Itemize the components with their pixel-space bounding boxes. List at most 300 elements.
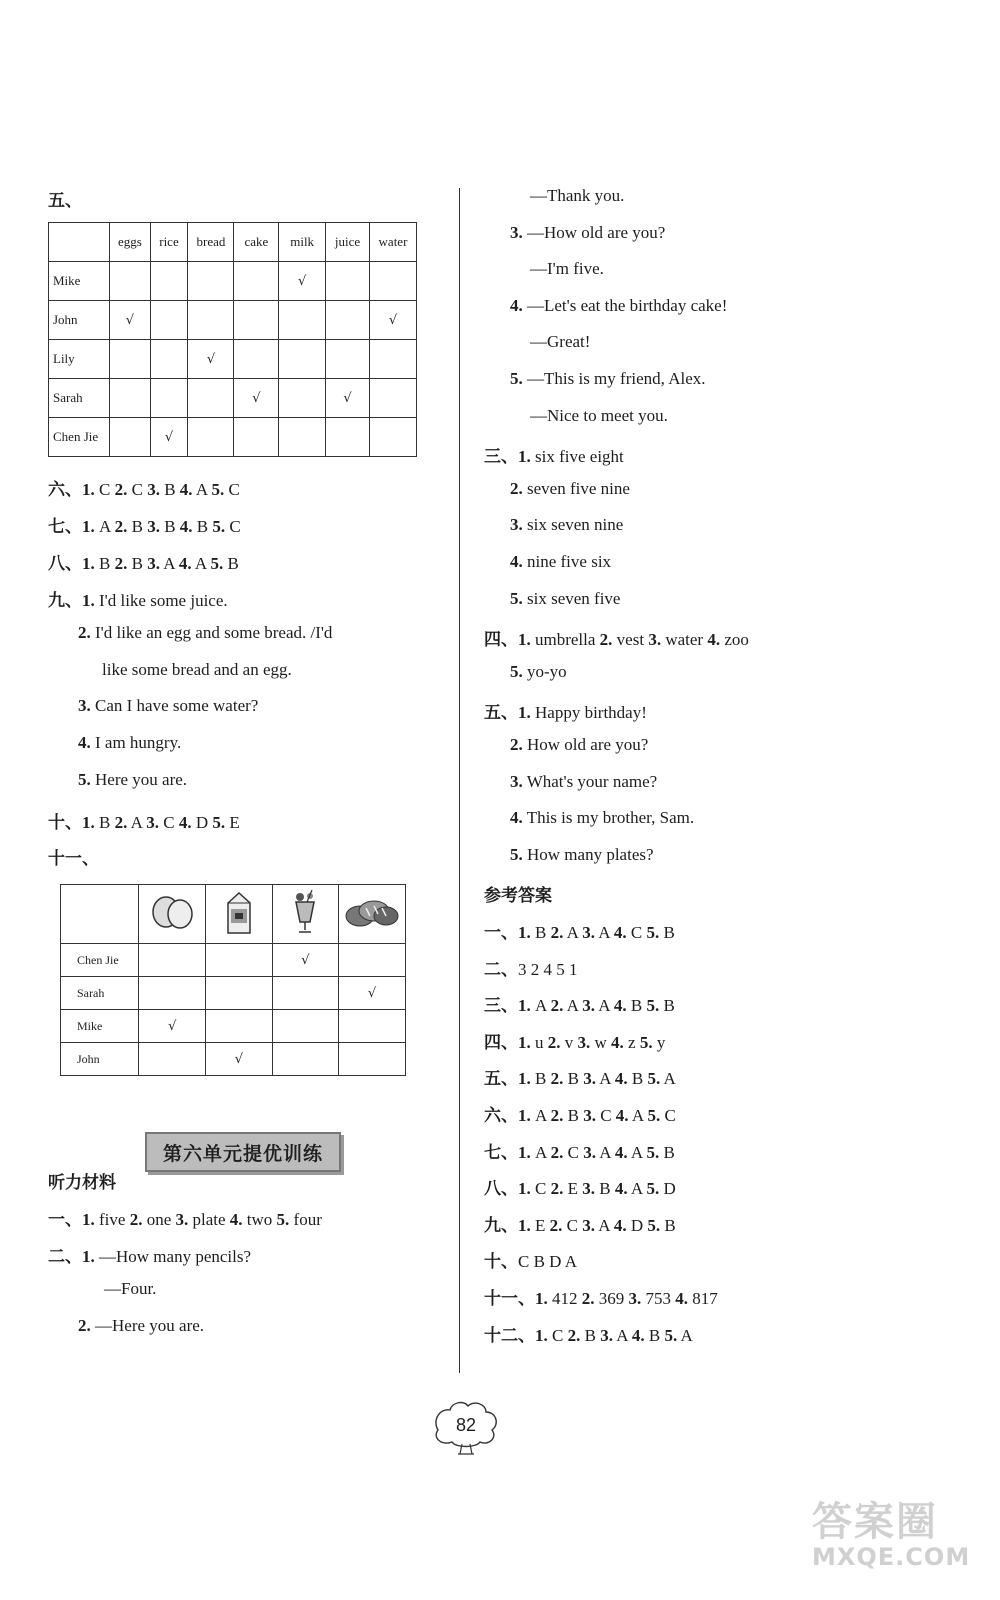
item-number: 2.	[550, 1106, 564, 1125]
empty-cell	[339, 1010, 406, 1043]
table-row	[61, 1043, 406, 1076]
empty-cell	[326, 301, 370, 340]
section-label: 十、	[484, 1252, 518, 1272]
answer-text: two	[242, 1210, 277, 1229]
item-number: 2.	[550, 996, 564, 1016]
answer-text: —Let's eat the birthday cake!	[522, 295, 728, 315]
answer-text: —This is my friend, Alex.	[522, 369, 706, 388]
answer-line	[484, 1064, 676, 1089]
table-row	[61, 1010, 406, 1043]
answer-text: B	[94, 813, 115, 832]
empty-cell	[234, 340, 279, 379]
empty-cell	[188, 379, 234, 418]
check-mark-cell: √	[272, 944, 338, 977]
answer-text: A	[595, 1142, 615, 1162]
answer-line	[484, 1174, 676, 1199]
answer-text: yo-yo	[522, 661, 567, 681]
section-label: 二、	[484, 959, 518, 979]
item-number: 4.	[613, 1215, 627, 1235]
answer-text: A	[192, 480, 212, 499]
answer-text: A	[127, 813, 147, 832]
item-number: 4.	[614, 1069, 628, 1089]
answer-text: one	[142, 1210, 176, 1229]
answer-line	[104, 1279, 156, 1299]
item-number: 2.	[510, 478, 523, 498]
empty-cell	[188, 418, 234, 457]
answer-text: w	[590, 1032, 612, 1052]
answer-text: A	[612, 1325, 632, 1345]
empty-cell	[369, 418, 416, 457]
section-eleven-heading: 十一、	[48, 849, 99, 869]
juice-glass-icon	[272, 885, 338, 944]
answer-line	[484, 442, 624, 467]
section-label: 四、	[484, 1032, 518, 1052]
answer-text: 817	[688, 1289, 718, 1308]
item-number: 3.	[600, 1325, 613, 1345]
answer-text: B	[580, 1325, 601, 1345]
answer-text: A	[660, 1069, 676, 1089]
listening-material-heading: 听力材料	[48, 1173, 116, 1193]
answer-text: D	[191, 813, 213, 832]
answer-text: B	[159, 480, 180, 499]
item-number: 3.	[583, 1142, 596, 1162]
answer-line	[510, 845, 654, 865]
empty-cell	[110, 262, 150, 301]
answer-text: —Nice to meet you.	[530, 405, 668, 425]
item-number: 1.	[82, 1247, 95, 1266]
food-preference-table	[48, 222, 417, 457]
answer-line	[510, 662, 567, 682]
item-number: 1.	[518, 630, 531, 650]
answer-line	[48, 1205, 322, 1230]
answer-text: nine five six	[522, 552, 612, 571]
answer-text: B	[659, 923, 675, 942]
table-header-cell: bread	[188, 223, 234, 262]
item-number: 3.	[628, 1289, 642, 1308]
item-number: 2.	[114, 480, 128, 499]
empty-cell	[188, 262, 234, 301]
answer-text: B	[127, 516, 148, 536]
answer-line	[48, 1242, 251, 1267]
empty-cell	[279, 340, 326, 379]
answer-line	[48, 808, 240, 833]
item-number: 5.	[276, 1210, 290, 1229]
table-header-cell: rice	[150, 223, 188, 262]
answer-line	[48, 549, 239, 574]
answer-line	[78, 770, 187, 790]
answer-line	[484, 1101, 676, 1126]
answer-text: umbrella	[530, 630, 600, 650]
answer-text: B	[127, 553, 148, 573]
item-number: 2.	[547, 1032, 561, 1052]
empty-cell	[326, 340, 370, 379]
answer-text: seven five nine	[522, 478, 630, 498]
answer-text: Can I have some water?	[90, 696, 259, 716]
empty-header-cell	[61, 885, 139, 944]
answer-line	[510, 735, 648, 755]
watermark-url: MXQE.COM	[812, 1543, 971, 1571]
section-label: 五、	[484, 1069, 518, 1089]
row-name-cell: Mike	[61, 1010, 139, 1043]
answer-line	[78, 733, 181, 753]
dialogue-line	[510, 223, 665, 243]
empty-cell	[139, 944, 206, 977]
answer-text: six five eight	[530, 447, 624, 467]
item-number: 5.	[646, 1179, 660, 1199]
empty-cell	[206, 977, 273, 1010]
answer-text: six seven nine	[522, 515, 624, 535]
item-number: 1.	[82, 591, 95, 610]
item-number: 3.	[582, 996, 595, 1016]
item-number: 5.	[510, 369, 523, 388]
item-number: 4.	[611, 1032, 624, 1052]
item-number: 4.	[179, 480, 193, 499]
item-number: 5.	[510, 844, 523, 864]
item-number: 3.	[78, 696, 91, 716]
item-number: 4.	[615, 1106, 629, 1125]
answer-line	[510, 552, 611, 572]
section-label: 一、	[48, 1210, 82, 1229]
reference-answers-heading: 参考答案	[484, 886, 552, 907]
empty-cell	[369, 340, 416, 379]
answer-text: A	[563, 996, 583, 1016]
empty-cell	[234, 418, 279, 457]
answer-text: four	[289, 1210, 322, 1229]
table-header-cell: water	[369, 223, 416, 262]
answer-line	[78, 1316, 204, 1336]
answer-text: I am hungry.	[90, 733, 182, 753]
answer-text: A	[628, 1106, 648, 1125]
answer-text: Here you are.	[90, 770, 188, 789]
row-name-cell: John	[49, 301, 110, 340]
item-number: 5.	[646, 996, 660, 1016]
section-label: 八、	[48, 553, 82, 573]
empty-cell	[206, 1010, 273, 1043]
table-header-cell: juice	[326, 223, 370, 262]
item-number: 1.	[518, 1069, 531, 1089]
item-number: 4.	[614, 1142, 628, 1162]
item-number: 1.	[518, 1142, 531, 1162]
answer-text: B	[530, 1069, 551, 1089]
answer-line	[484, 1321, 693, 1346]
answer-text: 3 2 4 5 1	[518, 959, 578, 979]
section-label: 四、	[484, 630, 518, 650]
item-number: 2.	[550, 1142, 564, 1162]
answer-line	[48, 586, 228, 611]
item-number: 3.	[583, 1069, 596, 1089]
answer-text: six seven five	[522, 588, 621, 608]
item-number: 2.	[550, 923, 564, 942]
empty-cell	[369, 379, 416, 418]
item-number: 4.	[178, 553, 192, 573]
answer-text: What's your name?	[522, 771, 658, 791]
dialogue-line	[530, 406, 668, 426]
empty-cell	[150, 262, 188, 301]
table-header-cell	[49, 223, 110, 262]
answer-text: vest	[612, 630, 649, 650]
item-number: 4.	[510, 808, 523, 828]
milk-carton-icon	[206, 885, 273, 944]
item-number: 1.	[518, 1032, 531, 1052]
unit-six-banner: 第六单元提优训练	[145, 1132, 341, 1172]
row-name-cell: Sarah	[49, 379, 110, 418]
check-mark-cell: √	[279, 262, 326, 301]
item-number: 3.	[146, 813, 159, 832]
answer-text: —Great!	[530, 332, 591, 352]
dialogue-line	[510, 369, 705, 389]
empty-cell	[234, 262, 279, 301]
section-label: 七、	[48, 516, 82, 536]
check-mark-cell: √	[206, 1043, 273, 1076]
item-number: 2.	[550, 1179, 564, 1199]
item-number: 2.	[510, 735, 523, 754]
item-number: 3.	[582, 1179, 595, 1199]
empty-cell	[279, 379, 326, 418]
answer-text: —I'm five.	[530, 259, 604, 279]
dialogue-line	[530, 186, 624, 206]
table-row	[49, 340, 417, 379]
empty-cell	[339, 1043, 406, 1076]
item-number: 5.	[646, 923, 660, 942]
check-mark-cell: √	[188, 340, 234, 379]
item-number: 3.	[648, 630, 662, 650]
section-label: 二、	[48, 1247, 82, 1266]
answer-text: C	[224, 480, 240, 499]
item-number: 4.	[179, 516, 193, 536]
check-mark-cell: √	[110, 301, 150, 340]
check-mark-cell: √	[339, 977, 406, 1010]
answer-text: C	[225, 516, 241, 536]
item-number: 2.	[78, 1315, 91, 1335]
check-mark-cell: √	[326, 379, 370, 418]
item-number: 1.	[518, 1215, 531, 1235]
empty-cell	[139, 977, 206, 1010]
bread-icon	[339, 885, 406, 944]
table-header-cell: cake	[234, 223, 279, 262]
item-number: 5.	[646, 1142, 660, 1162]
table-row	[49, 301, 417, 340]
item-number: 5.	[211, 480, 225, 499]
answer-text: five	[94, 1210, 130, 1229]
item-number: 1.	[518, 1179, 531, 1199]
empty-cell	[110, 379, 150, 418]
table-header-cell: eggs	[110, 223, 150, 262]
item-number: 3.	[147, 553, 160, 573]
answer-text: A	[530, 1142, 551, 1162]
answer-text: I'd like an egg and some bread. /I'd	[90, 622, 333, 642]
answer-text: D	[659, 1179, 676, 1199]
answer-text: —How old are you?	[522, 222, 666, 242]
dialogue-line	[530, 332, 590, 352]
answer-text: plate	[188, 1210, 230, 1229]
table-row	[61, 944, 406, 977]
answer-text: How many plates?	[522, 844, 654, 864]
answer-line	[484, 1284, 718, 1309]
item-number: 5.	[639, 1032, 653, 1052]
empty-cell	[150, 340, 188, 379]
empty-cell	[272, 1043, 338, 1076]
table-row	[49, 379, 417, 418]
section-label: 七、	[484, 1142, 518, 1162]
answer-text: A	[595, 1069, 615, 1089]
answer-text: A	[530, 1106, 551, 1125]
item-number: 3.	[147, 516, 160, 536]
answer-line	[78, 696, 258, 716]
item-number: 2.	[78, 622, 91, 642]
item-number: 4.	[613, 923, 627, 942]
section-label: 三、	[484, 996, 518, 1016]
answer-text: 412	[547, 1289, 582, 1308]
item-number: 1.	[82, 813, 95, 832]
answer-text: A	[627, 1179, 647, 1199]
answer-text: B	[626, 996, 647, 1016]
row-name-cell: Chen Jie	[61, 944, 139, 977]
empty-cell	[369, 262, 416, 301]
answer-text: C	[595, 1106, 616, 1125]
answer-text: D	[626, 1215, 648, 1235]
item-number: 3.	[582, 923, 595, 942]
item-number: 3.	[510, 771, 523, 791]
item-number: 1.	[518, 1106, 531, 1125]
section-label: 十、	[48, 813, 82, 832]
answer-text: B	[192, 516, 213, 536]
answer-text: A	[594, 1215, 614, 1235]
item-number: 4.	[229, 1210, 243, 1229]
section-five-heading: 五、	[48, 191, 82, 211]
answer-text: 753	[641, 1289, 676, 1308]
answer-text: C	[94, 480, 115, 499]
answer-text: A	[563, 923, 583, 942]
answer-text: C	[626, 923, 647, 942]
answer-text: B	[159, 516, 180, 536]
answer-text: B	[660, 1215, 676, 1235]
answer-text: A	[627, 1142, 647, 1162]
answer-text: v	[560, 1032, 578, 1052]
answer-text: B	[644, 1325, 665, 1345]
answer-text: water	[661, 630, 708, 650]
answer-text: B	[223, 553, 239, 573]
answer-text: How old are you?	[522, 735, 649, 754]
answer-line	[102, 660, 292, 680]
answer-text: C	[127, 480, 148, 499]
answer-line	[484, 918, 675, 943]
empty-cell	[110, 418, 150, 457]
item-number: 4.	[178, 813, 192, 832]
item-number: 3.	[510, 515, 523, 535]
row-name-cell: Lily	[49, 340, 110, 379]
empty-cell	[279, 301, 326, 340]
section-label: 五、	[484, 703, 518, 723]
answer-text: B	[563, 1106, 584, 1125]
answer-text: C	[563, 1142, 584, 1162]
row-name-cell: Chen Jie	[49, 418, 110, 457]
dialogue-line	[510, 296, 727, 316]
empty-cell	[326, 262, 370, 301]
watermark	[812, 1490, 972, 1580]
answer-line	[78, 623, 332, 643]
answer-text: C	[159, 813, 179, 832]
answer-text: B	[594, 1179, 615, 1199]
item-number: 3.	[175, 1210, 189, 1229]
empty-cell	[110, 340, 150, 379]
item-number: 5.	[664, 1325, 678, 1345]
empty-cell	[234, 301, 279, 340]
dialogue-line	[530, 259, 604, 279]
answer-text: Happy birthday!	[530, 703, 647, 723]
answer-text: C	[660, 1106, 676, 1125]
answer-text: zoo	[720, 630, 749, 650]
answer-text: B	[659, 1142, 675, 1162]
item-number: 4.	[631, 1325, 645, 1345]
item-number: 3.	[510, 222, 523, 242]
item-number: 5.	[647, 1215, 661, 1235]
item-number: 1.	[518, 923, 531, 942]
item-number: 5.	[210, 553, 224, 573]
answer-text: A	[94, 516, 115, 536]
check-mark-cell: √	[369, 301, 416, 340]
item-number: 4.	[510, 295, 523, 315]
item-number: 5.	[78, 770, 91, 789]
answer-text: E	[563, 1179, 583, 1199]
item-number: 3.	[577, 1032, 591, 1052]
item-number: 1.	[82, 1210, 95, 1229]
answer-line	[510, 515, 623, 535]
empty-cell	[150, 301, 188, 340]
item-number: 1.	[535, 1289, 548, 1308]
empty-cell	[279, 418, 326, 457]
answer-line	[484, 1247, 577, 1272]
eggs-icon	[139, 885, 206, 944]
answer-line	[510, 772, 657, 792]
item-number: 4.	[510, 552, 523, 571]
answer-text: A	[595, 996, 614, 1016]
item-number: 2.	[581, 1289, 595, 1308]
answer-text: B	[627, 1069, 648, 1089]
answer-text: A	[159, 553, 179, 573]
answer-text: B	[659, 996, 675, 1016]
item-number: 1.	[82, 480, 95, 499]
item-number: 5.	[647, 1106, 661, 1125]
check-mark-cell: √	[139, 1010, 206, 1043]
item-number: 5.	[647, 1069, 661, 1089]
answer-text: —Four.	[104, 1278, 157, 1298]
answer-text: E	[225, 813, 240, 832]
answer-text: —Here you are.	[90, 1315, 205, 1335]
answer-line	[510, 479, 630, 499]
item-number: 1.	[518, 703, 531, 723]
item-number: 4.	[707, 630, 721, 650]
answer-line	[484, 991, 675, 1016]
answer-text: z	[623, 1032, 640, 1052]
answer-line	[484, 1028, 665, 1053]
item-number: 1.	[82, 516, 95, 536]
section-label: 六、	[484, 1106, 518, 1125]
answer-line	[48, 512, 241, 537]
item-number: 3.	[582, 1215, 595, 1235]
answer-text: C	[547, 1325, 568, 1345]
item-number: 5.	[510, 661, 523, 681]
answer-text: 369	[594, 1289, 629, 1308]
section-label: 六、	[48, 480, 82, 499]
table-row	[49, 262, 417, 301]
answer-text: B	[563, 1069, 584, 1089]
section-label: 八、	[484, 1179, 518, 1199]
answer-text: B	[94, 553, 115, 573]
empty-cell	[326, 418, 370, 457]
answer-text: A	[595, 923, 614, 942]
item-number: 4.	[675, 1289, 688, 1308]
item-number: 1.	[518, 996, 531, 1016]
